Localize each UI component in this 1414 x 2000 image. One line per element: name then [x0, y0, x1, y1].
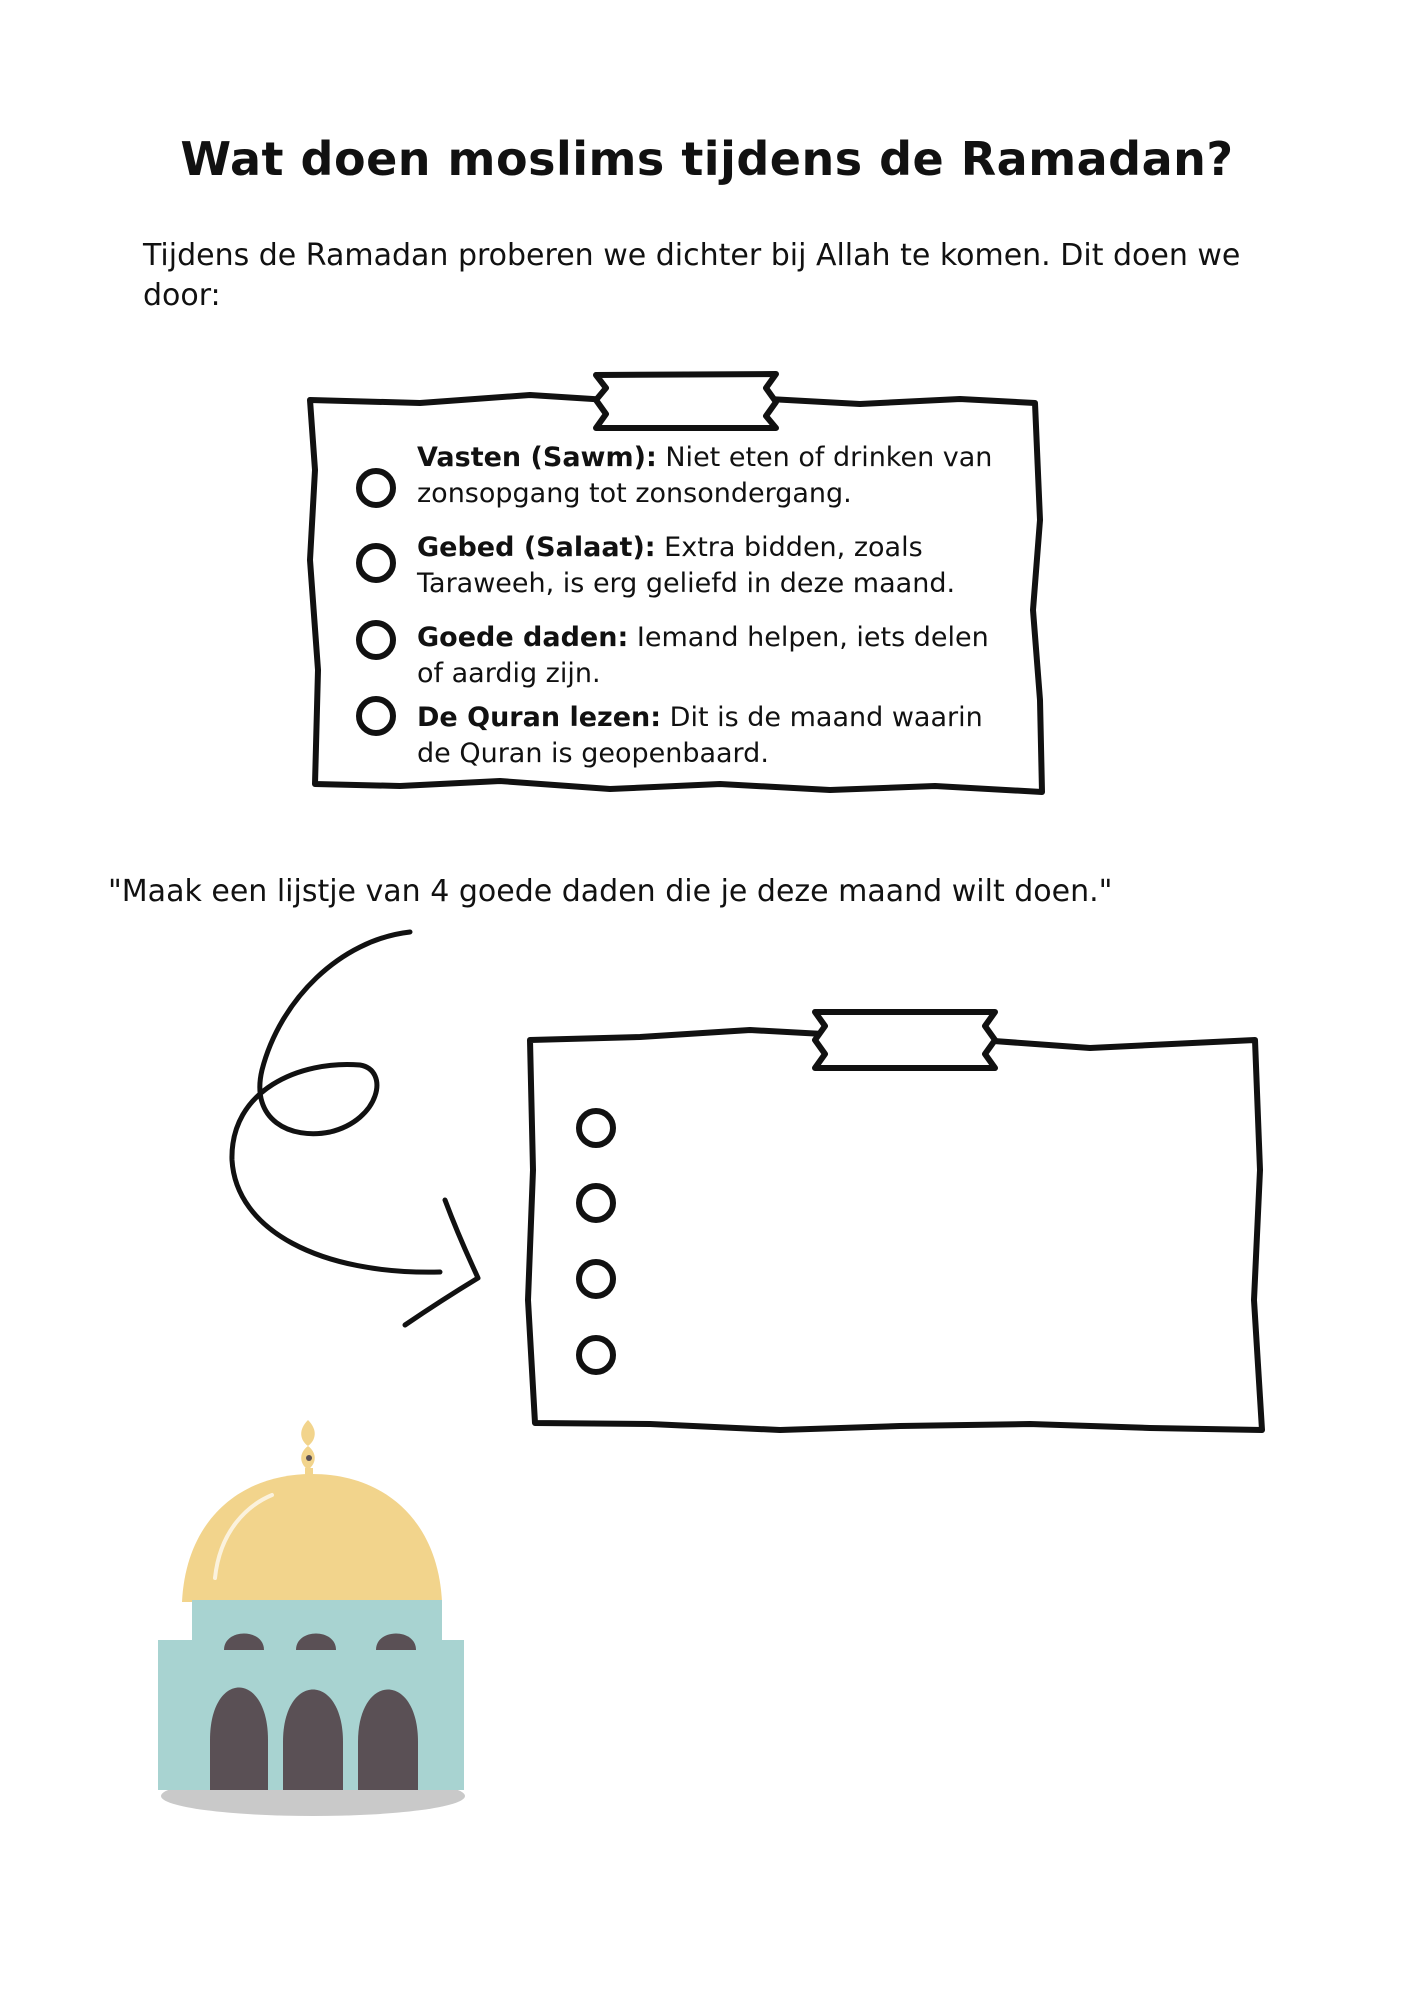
- checkbox-circle-icon: [359, 699, 393, 733]
- checkbox-circle-icon: [579, 1338, 613, 1372]
- mosque-door: [283, 1690, 343, 1791]
- todo-card-frame: [528, 1030, 1262, 1430]
- curly-arrow-icon: [232, 932, 478, 1325]
- page-title: Wat doen moslims tijdens de Ramadan?: [180, 132, 1234, 186]
- item-term: De Quran lezen:: [417, 702, 662, 733]
- item-term: Goede daden:: [417, 622, 629, 653]
- mosque-dome: [182, 1474, 442, 1602]
- checkbox-circle-icon: [579, 1111, 613, 1145]
- checkbox-circle-icon: [579, 1262, 613, 1296]
- mosque-icon: [158, 1420, 465, 1816]
- item-term: Gebed (Salaat):: [417, 532, 656, 563]
- mosque-door: [358, 1690, 418, 1791]
- assignment-prompt: "Maak een lijstje van 4 goede daden die je deze maand wilt doen.": [108, 874, 1113, 909]
- intro-text: Tijdens de Ramadan proberen we dichter bij Allah te komen. Dit doen we door:: [143, 238, 1241, 313]
- tape-icon: [596, 374, 776, 428]
- checkbox-circle-icon: [359, 471, 393, 505]
- list-item: [417, 620, 997, 692]
- checkbox-circle-icon: [579, 1186, 613, 1220]
- mosque-finial-dot: [306, 1455, 312, 1461]
- list-item: [417, 440, 997, 512]
- item-term: Vasten (Sawm):: [417, 442, 657, 473]
- list-item: [417, 530, 997, 602]
- checkbox-circle-icon: [359, 546, 393, 580]
- checkbox-circle-icon: [359, 623, 393, 657]
- mosque-door: [210, 1688, 268, 1791]
- mosque-finial: [301, 1420, 315, 1470]
- item-text: Iemand helpen, iets delen of aardig zijn.: [417, 622, 989, 689]
- list-item: [417, 700, 997, 772]
- item-text: Dit is de maand waarin de Quran is geopenbaard.: [417, 702, 983, 769]
- item-text: Extra bidden, zoals Taraweeh, is erg geliefd in deze maand.: [417, 532, 956, 599]
- item-text: Niet eten of drinken van zonsopgang tot zonsondergang.: [417, 442, 993, 509]
- tape-icon: [815, 1012, 995, 1068]
